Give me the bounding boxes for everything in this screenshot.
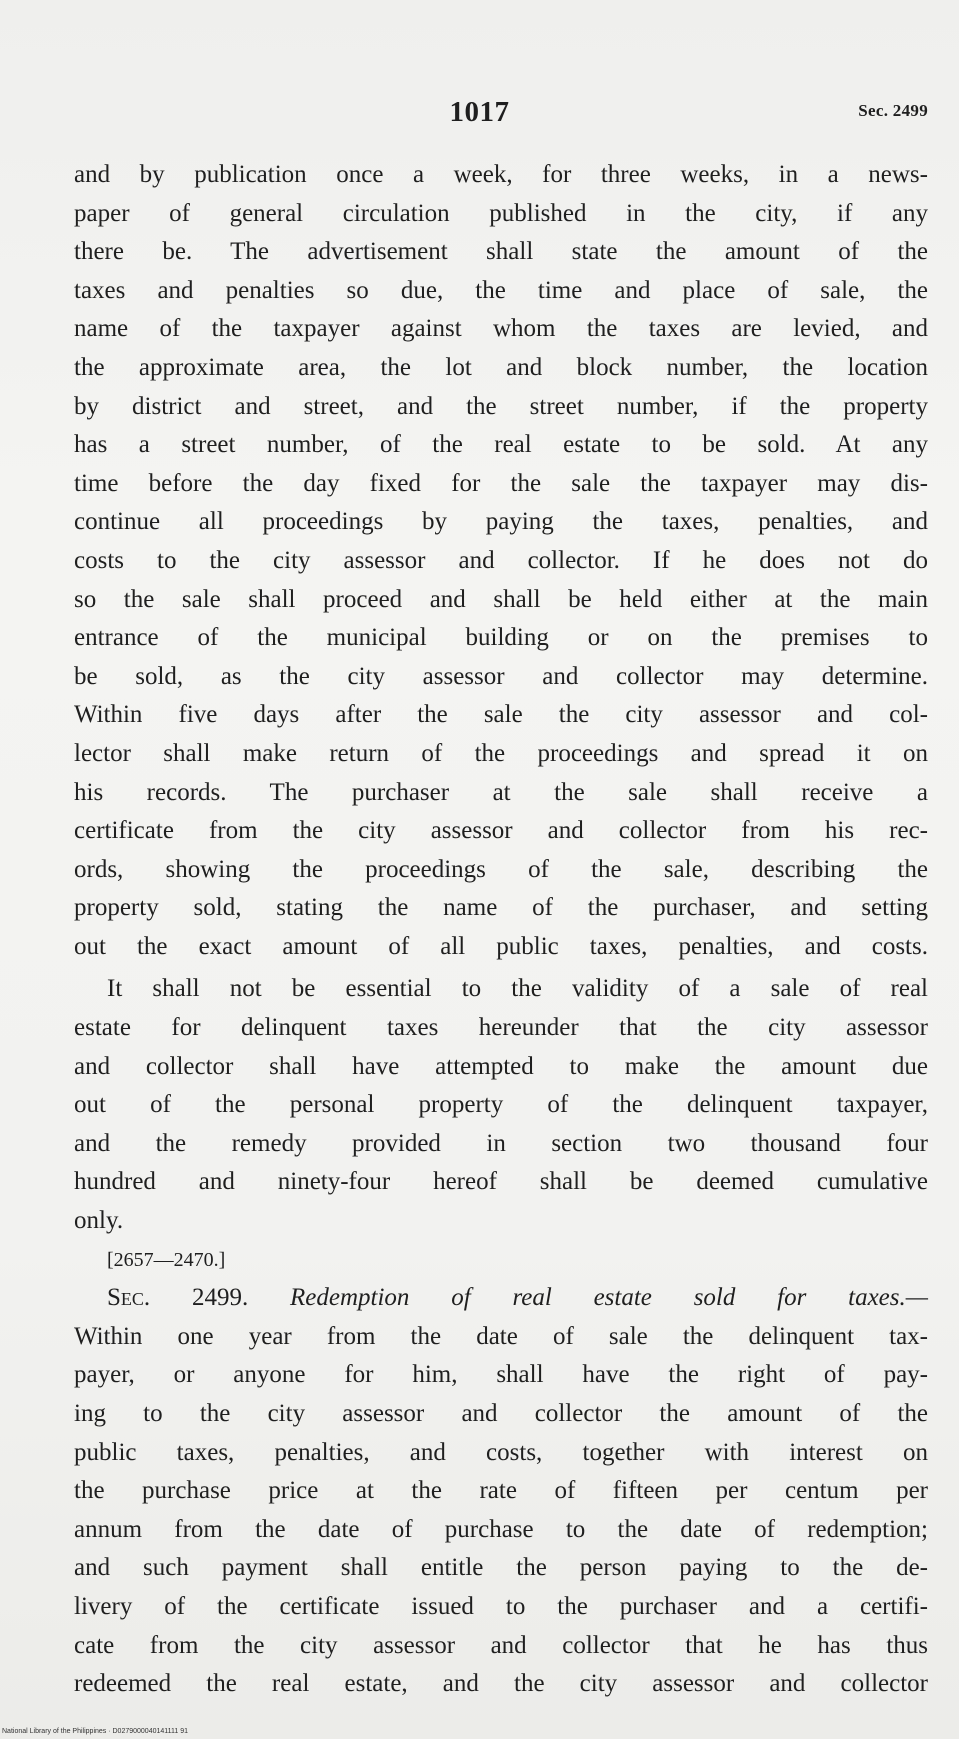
text-line: paper of general circulation published in the city, if any [74, 199, 928, 227]
text-line: entrance of the municipal building or on the premises to [74, 624, 928, 652]
section-heading: Redemption of real estate sold for taxes.— [290, 1284, 928, 1312]
text-line: time before the day fixed for the sale the taxpayer may dis- [74, 469, 928, 497]
text-line: his records. The purchaser at the sale shall receive a [74, 778, 928, 806]
section-number: 2499. [191, 1284, 249, 1312]
running-section-reference: Sec. 2499 [858, 101, 928, 120]
text-line: redeemed the real estate, and the city assessor and collector [74, 1670, 928, 1698]
section-2499 [74, 1279, 928, 1704]
text-line: and such payment shall entitle the person paying to the de- [74, 1554, 928, 1582]
source-citation: [2657—2470.] [107, 1248, 226, 1271]
text-line: property sold, stating the name of the purchaser, and setting [74, 894, 928, 922]
text-line: livery of the certificate issued to the purchaser and a certifi- [74, 1592, 928, 1620]
text-line: taxes and penalties so due, the time and place of sale, the [74, 276, 928, 304]
text-line: there be. The advertisement shall state the amount of the [74, 238, 928, 266]
paragraph-1 [74, 156, 928, 966]
text-line: out of the personal property of the delinquent taxpayer, [74, 1091, 928, 1119]
text-line: has a street number, of the real estate to be sold. At any [74, 431, 928, 459]
text-line: certificate from the city assessor and collector from his rec- [74, 817, 928, 845]
text-line: hundred and ninety-four hereof shall be deemed cumulative [74, 1168, 928, 1196]
text-line: continue all proceedings by paying the taxes, penalties, and [74, 508, 928, 536]
text-line: It shall not be essential to the validity of a sale of real [107, 975, 928, 1003]
paragraph-2 [74, 970, 928, 1240]
text-line: public taxes, penalties, and costs, together with interest on [74, 1438, 928, 1466]
text-line: and the remedy provided in section two thousand four [74, 1129, 928, 1157]
text-line: and collector shall have attempted to make the amount due [74, 1052, 928, 1080]
scan-footer-note: National Library of the Philippines · D0279000040141111 91 [2, 1728, 189, 1735]
text-line: by district and street, and the street number, if the property [74, 392, 928, 420]
text-line: be sold, as the city assessor and collector may determine. [74, 662, 928, 690]
text-line: and by publication once a week, for three weeks, in a news- [74, 161, 928, 188]
text-line: lector shall make return of the proceedings and spread it on [74, 739, 928, 767]
text-line: the purchase price at the rate of fifteen per centum per [74, 1477, 928, 1505]
text-line: so the sale shall proceed and shall be held either at the main [74, 585, 928, 613]
page-number: 1017 [449, 96, 510, 128]
text-line: only. [74, 1207, 124, 1235]
text-line: name of the taxpayer against whom the taxes are levied, and [74, 315, 928, 343]
section-label: Sec. [107, 1284, 151, 1312]
text-line: payer, or anyone for him, shall have the right of pay- [74, 1361, 928, 1389]
text-line: Within five days after the sale the city assessor and col- [74, 701, 928, 729]
section-heading-line [74, 1279, 928, 1318]
text-line: cate from the city assessor and collector that he has thus [74, 1631, 928, 1659]
text-line: out the exact amount of all public taxes, penalties, and costs. [74, 932, 928, 960]
text-line: estate for delinquent taxes hereunder that the city assessor [74, 1014, 928, 1042]
text-line: Within one year from the date of sale the delinquent tax- [74, 1322, 928, 1350]
text-line: ing to the city assessor and collector the amount of the [74, 1400, 928, 1427]
text-line: ords, showing the proceedings of the sale, describing the [74, 855, 928, 883]
text-line: annum from the date of purchase to the date of redemption; [74, 1515, 928, 1543]
body-text [74, 156, 928, 1704]
text-line: costs to the city assessor and collector. If he does not do [74, 546, 928, 574]
text-line: the approximate area, the lot and block number, the location [74, 353, 928, 381]
